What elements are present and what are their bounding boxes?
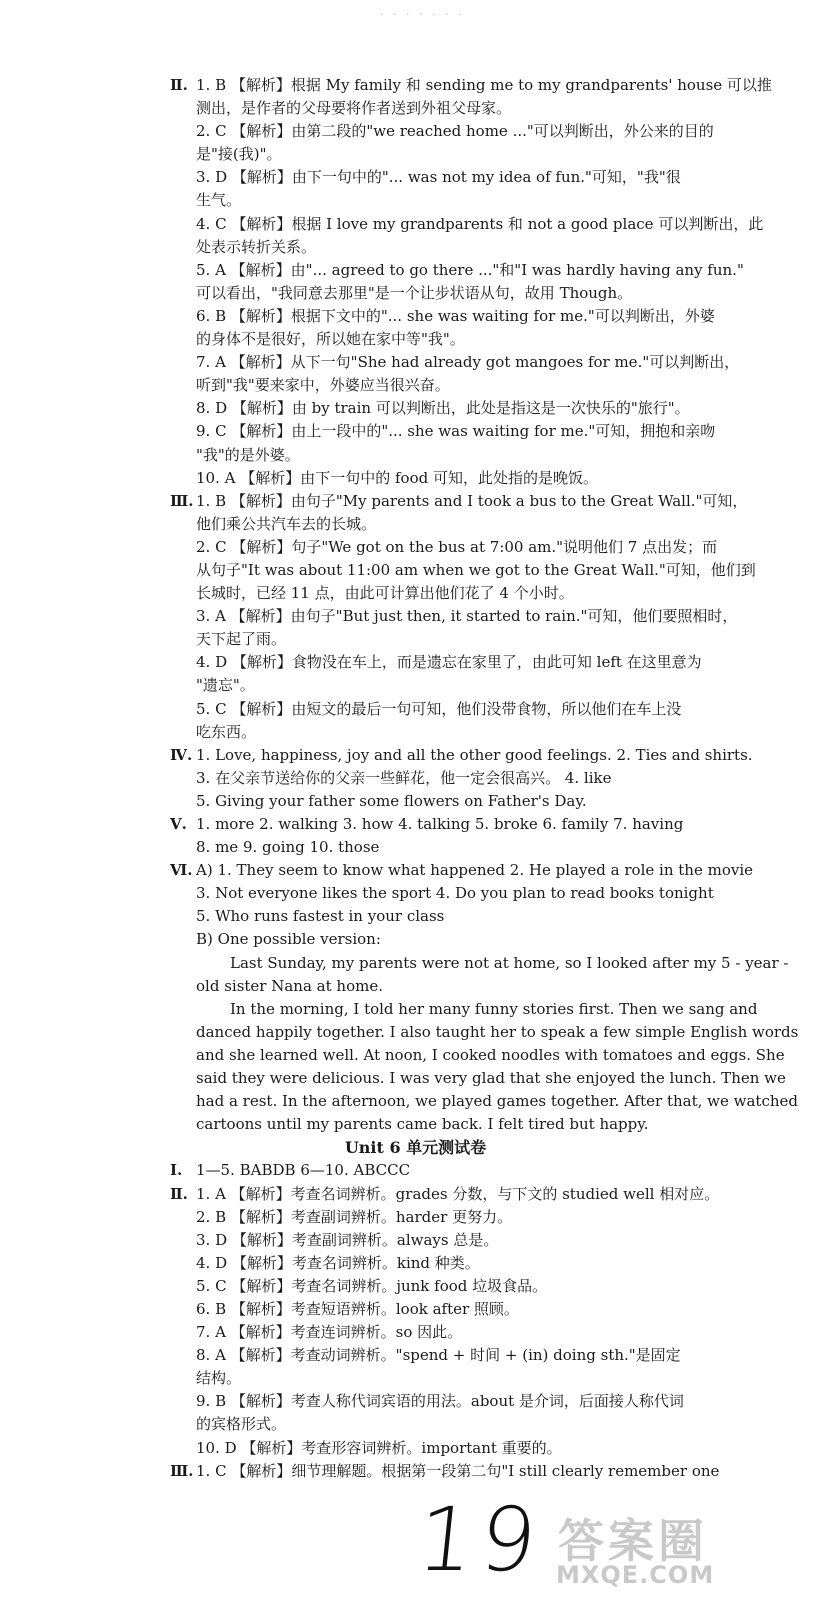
text-line xyxy=(0,213,831,236)
text-line xyxy=(0,582,831,605)
text-line xyxy=(0,836,831,859)
text-line xyxy=(0,1206,831,1229)
watermark-logo-text: 答案圈 xyxy=(558,1514,708,1568)
text-line xyxy=(0,698,831,721)
text-line xyxy=(0,282,831,305)
text-line xyxy=(0,1275,831,1298)
line-text: 5. C 【解析】由短文的最后一句可知，他们没带食物，所以他们在车上没 xyxy=(196,699,682,718)
line-text: 7. A 【解析】从下一句"She had already got mangoes for me."可以判断出， xyxy=(196,353,740,372)
section-numeral: Ⅱ. xyxy=(170,76,188,94)
line-text: 长城时，已经 11 点，由此可计算出他们花了 4 个小时。 xyxy=(196,584,574,603)
line-text: 10. A 【解析】由下一句中的 food 可知，此处指的是晚饭。 xyxy=(196,468,598,487)
text-line xyxy=(0,1437,831,1460)
line-text: 处表示转折关系。 xyxy=(196,237,317,256)
line-text: 3. A 【解析】由句子"But just then, it started to rain."可知，他们要照相时， xyxy=(196,607,738,626)
line-text: 8. A 【解析】考查动词辨析。"spend + 时间 + (in) doing sth."是固定 xyxy=(196,1346,681,1365)
text-line xyxy=(0,143,831,166)
line-text: 10. D 【解析】考查形容词辨析。important 重要的。 xyxy=(196,1438,562,1457)
text-line xyxy=(0,374,831,397)
text-line xyxy=(0,1460,831,1483)
line-text: cartoons until my parents came back. I felt tired but happy. xyxy=(196,1115,649,1134)
text-line xyxy=(0,467,831,490)
line-text: 从句子"It was about 11:00 am when we got to the Great Wall."可知，他们到 xyxy=(196,560,756,579)
line-text: 1. B 【解析】根据 My family 和 sending me to my grandparents' house 可以推 xyxy=(196,76,772,94)
line-text: A) 1. They seem to know what happened 2. He played a role in the movie xyxy=(196,861,753,880)
line-text: "我"的是外婆。 xyxy=(196,445,300,464)
line-text: 5. Giving your father some flowers on Father's Day. xyxy=(196,791,587,810)
line-text: "遗忘"。 xyxy=(196,676,255,695)
text-line xyxy=(0,1021,831,1044)
text-line xyxy=(0,1183,831,1206)
line-text: 8. D 【解析】由 by train 可以判断出，此处是指这是一次快乐的"旅行"。 xyxy=(196,399,690,418)
text-line xyxy=(0,928,831,951)
section-numeral: Ⅲ. xyxy=(170,1461,194,1480)
line-text: 测出，是作者的父母要将作者送到外祖父母家。 xyxy=(196,99,512,118)
line-text: In the morning, I told her many funny stories first. Then we sang and xyxy=(230,999,758,1018)
text-line xyxy=(0,790,831,813)
line-text: 2. C 【解析】句子"We got on the bus at 7:00 am."说明他们 7 点出发；而 xyxy=(196,537,718,556)
text-line xyxy=(0,1413,831,1436)
text-line xyxy=(0,328,831,351)
text-line xyxy=(0,166,831,189)
text-line xyxy=(0,905,831,928)
text-line xyxy=(0,97,831,120)
line-text: had a rest. In the afternoon, we played games together. After that, we watched xyxy=(196,1092,798,1111)
section-numeral: Ⅱ. xyxy=(170,1184,188,1203)
text-line xyxy=(0,1390,831,1413)
text-line xyxy=(0,1367,831,1390)
text-line xyxy=(0,490,831,513)
text-line xyxy=(0,74,831,97)
text-line xyxy=(0,536,831,559)
text-line xyxy=(0,1321,831,1344)
text-line xyxy=(0,1252,831,1275)
text-line xyxy=(0,444,831,467)
text-line xyxy=(0,859,831,882)
answer-key-text xyxy=(0,74,831,1483)
line-text: 5. Who runs fastest in your class xyxy=(196,907,445,926)
line-text: said they were delicious. I was very glad that she enjoyed the lunch. Then we xyxy=(196,1069,786,1088)
text-line xyxy=(0,651,831,674)
text-line xyxy=(0,189,831,212)
handwritten-page-number: 19 xyxy=(412,1488,548,1591)
line-text: 1. more 2. walking 3. how 4. talking 5. broke 6. family 7. having xyxy=(196,815,684,833)
line-text: 6. B 【解析】考查短语辨析。look after 照顾。 xyxy=(196,1299,519,1318)
section-numeral: Ⅰ. xyxy=(170,1161,183,1180)
text-line xyxy=(0,1113,831,1136)
text-line xyxy=(0,1298,831,1321)
text-line xyxy=(0,1044,831,1067)
text-line xyxy=(0,721,831,744)
text-line xyxy=(0,120,831,143)
line-text: 听到"我"要来家中，外婆应当很兴奋。 xyxy=(196,376,450,395)
section-numeral: Ⅳ. xyxy=(170,745,193,764)
text-line xyxy=(0,559,831,582)
line-text: 9. C 【解析】由上一段中的"... she was waiting for me."可知，拥抱和亲吻 xyxy=(196,422,716,441)
text-line xyxy=(0,1159,831,1182)
line-text: 6. B 【解析】根据下文中的"... she was waiting for me."可以判断出，外婆 xyxy=(196,306,715,325)
text-line xyxy=(0,1090,831,1113)
text-line xyxy=(0,952,831,975)
text-line xyxy=(0,813,831,836)
text-line xyxy=(0,998,831,1021)
line-text: 5. A 【解析】由"... agreed to go there ..."和"I was hardly having any fun." xyxy=(196,260,744,279)
text-line xyxy=(0,882,831,905)
line-text: 4. D 【解析】考查名词辨析。kind 种类。 xyxy=(196,1253,480,1272)
line-text: and she learned well. At noon, I cooked noodles with tomatoes and eggs. She xyxy=(196,1045,785,1064)
line-text: 的身体不是很好，所以她在家中等"我"。 xyxy=(196,330,465,349)
line-text: 3. 在父亲节送给你的父亲一些鲜花，他一定会很高兴。 4. like xyxy=(196,768,612,787)
site-watermark xyxy=(548,1505,818,1590)
text-line xyxy=(0,305,831,328)
text-line xyxy=(0,1067,831,1090)
line-text: 是"接(我)"。 xyxy=(196,145,282,164)
line-text: 他们乘公共汽车去的长城。 xyxy=(196,514,377,533)
text-line xyxy=(0,351,831,374)
line-text: 1. A 【解析】考查名词辨析。grades 分数，与下文的 studied well 相对应。 xyxy=(196,1184,720,1203)
line-text: 结构。 xyxy=(196,1369,242,1388)
line-text: 4. C 【解析】根据 I love my grandparents 和 not a good place 可以判断出，此 xyxy=(196,214,764,233)
section-numeral: Ⅵ. xyxy=(170,861,193,880)
line-text: 7. A 【解析】考查连词辨析。so 因此。 xyxy=(196,1323,463,1342)
text-line xyxy=(0,975,831,998)
line-text: 3. D 【解析】由下一句中的"... was not my idea of fun."可知，"我"很 xyxy=(196,168,681,187)
text-line xyxy=(0,513,831,536)
line-text: danced happily together. I also taught her to speak a few simple English words xyxy=(196,1022,799,1041)
line-text: 3. D 【解析】考查副词辨析。always 总是。 xyxy=(196,1230,499,1249)
line-text: 3. Not everyone likes the sport 4. Do you plan to read books tonight xyxy=(196,884,714,903)
section-numeral: Ⅲ. xyxy=(170,491,194,510)
line-text: B) One possible version: xyxy=(196,930,381,949)
line-text: 1. B 【解析】由句子"My parents and I took a bus to the Great Wall."可知， xyxy=(196,491,748,510)
watermark-url: MXQE.COM xyxy=(556,1561,715,1589)
section-numeral: Ⅴ. xyxy=(170,815,187,833)
text-line xyxy=(0,420,831,443)
line-text: 的宾格形式。 xyxy=(196,1415,287,1434)
line-text: 吃东西。 xyxy=(196,722,257,741)
line-text: 天下起了雨。 xyxy=(196,630,287,649)
text-line xyxy=(0,397,831,420)
line-text: 2. B 【解析】考查副词辨析。harder 更努力。 xyxy=(196,1207,513,1226)
line-text: old sister Nana at home. xyxy=(196,976,383,995)
text-line xyxy=(0,259,831,282)
text-line xyxy=(0,605,831,628)
line-text: 5. C 【解析】考查名词辨析。junk food 垃圾食品。 xyxy=(196,1276,548,1295)
line-text: 1—5. BABDB 6—10. ABCCC xyxy=(196,1161,411,1180)
line-text: 9. B 【解析】考查人称代词宾语的用法。about 是介词，后面接人称代词 xyxy=(196,1392,684,1411)
line-text: 1. Love, happiness, joy and all the other good feelings. 2. Ties and shirts. xyxy=(196,745,753,764)
line-text: 生气。 xyxy=(196,191,242,210)
scan-artifact: · · · · · · · xyxy=(380,8,465,21)
line-text: 2. C 【解析】由第二段的"we reached home ..."可以判断出，外公来的目的 xyxy=(196,122,714,141)
text-line xyxy=(0,628,831,651)
line-text: Last Sunday, my parents were not at home, so I looked after my 5 - year - xyxy=(230,953,789,972)
text-line xyxy=(0,1229,831,1252)
text-line xyxy=(0,744,831,767)
text-line xyxy=(0,767,831,790)
text-line xyxy=(0,674,831,697)
line-text: 可以看出，"我同意去那里"是一个让步状语从句，故用 Though。 xyxy=(196,283,633,302)
line-text: Unit 6 单元测试卷 xyxy=(344,1138,487,1158)
line-text: 8. me 9. going 10. those xyxy=(196,838,380,857)
line-text: 1. C 【解析】细节理解题。根据第一段第二句"I still clearly remember one xyxy=(196,1461,720,1480)
text-line xyxy=(0,236,831,259)
text-line xyxy=(0,1344,831,1367)
text-line xyxy=(0,1136,831,1159)
line-text: 4. D 【解析】食物没在车上，而是遗忘在家里了，由此可知 left 在这里意为 xyxy=(196,653,702,672)
